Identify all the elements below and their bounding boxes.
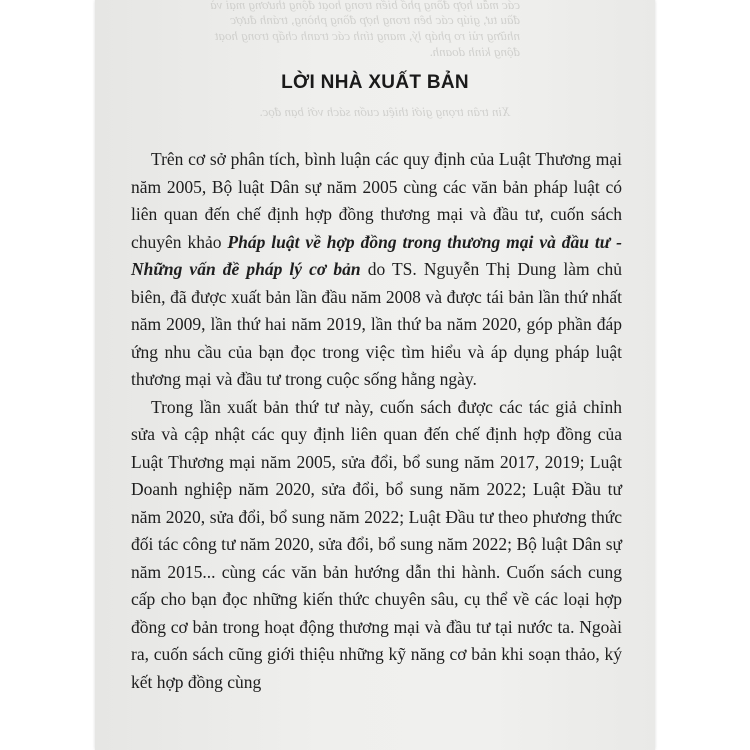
page-heading: LỜI NHÀ XUẤT BẢN bbox=[281, 72, 469, 93]
paragraph-1 bbox=[131, 146, 622, 394]
paragraph-1-end: do TS. Nguyễn Thị Dung làm chủ biên, đã được xuất bản lần đầu năm 2008 và được tái bản lần thứ nhất năm 2009, lần thứ hai năm 2019, lần thứ ba năm 2020, góp phần đáp ứng nhu cầu của bạn đọc trong việc tìm hiểu và áp dụng pháp luật thương mại và đầu tư trong cuộc sống hằng ngày. bbox=[131, 259, 622, 389]
show-through-line: các mẫu hợp đồng phổ biến trong hoạt động thương mại và bbox=[210, 0, 520, 12]
paragraph-2: Trong lần xuất bản thứ tư này, cuốn sách được các tác giả chỉnh sửa và cập nhật các quy định liên quan đến chế định hợp đồng của Luật Thương mại năm 2005, sửa đổi, bổ sung năm 2017, 2019; Luật Doanh nghiệp năm 2020, sửa đổi, bổ sung năm 2022; Luật Đầu tư năm 2020, sửa đổi, bổ sung năm 2022; Luật Đầu tư theo phương thức đối tác công tư năm 2020, sửa đổi, bổ sung năm 2022; Bộ luật Dân sự năm 2015... cùng các văn bản hướng dẫn thi hành. Cuốn sách cung cấp cho bạn đọc những kiến thức chuyên sâu, cụ thể về các loại hợp đồng cơ bản trong hoạt động thương mại và đầu tư tại nước ta. Ngoài ra, cuốn sách cũng giới thiệu những kỹ năng cơ bản khi soạn thảo, ký kết hợp đồng cùng bbox=[131, 396, 622, 692]
paragraph-1-start: Trên cơ sở phân tích, bình luận các quy định của Luật Thương mại năm 2005, Bộ luật Dân sự năm 2005 cùng các văn bản pháp luật có liên quan đến chế định hợp đồng thương mại và đầu tư, cuốn sách chuyên khảo bbox=[131, 149, 622, 252]
show-through-line: động kinh doanh. bbox=[429, 44, 520, 59]
show-through-line: Xin trân trọng giới thiệu cuốn sách với bạn đọc. bbox=[259, 104, 510, 119]
book-title: Pháp luật về hợp đồng trong thương mại và đầu tư - Những vấn đề pháp lý cơ bản bbox=[131, 231, 622, 279]
show-through-line: những rủi ro pháp lý, mang tính các tranh chấp trong hoạt bbox=[214, 28, 520, 43]
show-through-line: đầu tư, giúp các bên trong hợp đồng phòng, tránh được bbox=[230, 12, 520, 27]
body-text bbox=[131, 146, 622, 696]
